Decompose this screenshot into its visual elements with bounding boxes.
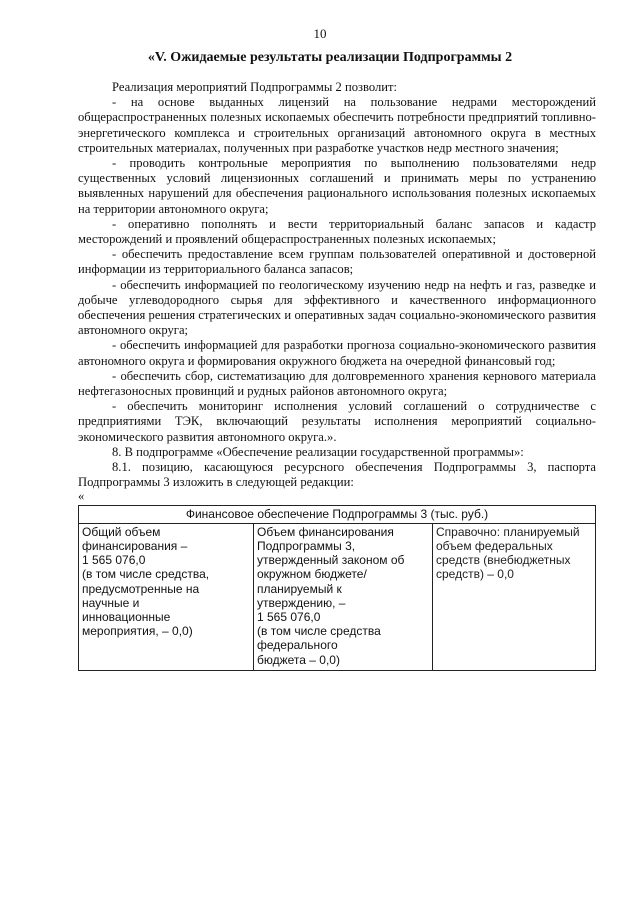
paragraph: - обеспечить мониторинг исполнения условий соглашений о сотрудничестве с предприятиями ТЭК, включающий результаты исполнения мероприятий социально-экономического развития автономного округа.». <box>78 399 596 444</box>
cell-line: средств (внебюджетных <box>436 553 571 568</box>
paragraph: 8.1. позицию, касающуюся ресурсного обеспечения Подпрограммы 3, паспорта Подпрограммы 3 изложить в следующей редакции: <box>78 460 596 490</box>
cell-line: 1 565 076,0 <box>82 553 146 568</box>
paragraph: - обеспечить информацией по геологическому изучению недр на нефть и газ, разведке и добыче углеводородного сырья для эффективного и качественного информационного обеспечения решения стратегических и оперативных задач социально-экономического развития автономного округа; <box>78 277 596 338</box>
cell-line: окружном бюджете/ <box>257 567 367 582</box>
cell-line: финансирования – <box>82 538 188 553</box>
page-number: 10 <box>313 26 327 41</box>
cell-line: федерального <box>257 638 338 653</box>
cell-line: объем федеральных <box>436 538 553 553</box>
paragraph: - на основе выданных лицензий на пользование недрами месторождений общераспространенных полезных ископаемых обеспечить потребности предприятий топливно-энергетического комплекса и строительных организаций автономного округа в местных строительных материалах, полученных при разработке участков недр местного значения; <box>78 95 596 155</box>
paragraph: - обеспечить информацией для разработки прогноза социально-экономического развития автономного округа и формирования окружного бюджета на очередной финансовый год; <box>78 338 596 368</box>
cell-line: Общий объем <box>82 524 161 539</box>
table-row <box>79 523 596 670</box>
cell-line: Объем финансирования <box>257 524 394 539</box>
table-cell-approved-funding <box>254 523 433 670</box>
paragraph: - оперативно пополнять и вести территориальный баланс запасов и кадастр месторождений и проявлений общераспространенных полезных ископаемых; <box>78 216 596 247</box>
paragraph: - обеспечить предоставление всем группам пользователей оперативной и достоверной информации из территориального баланса запасов; <box>78 247 596 277</box>
paragraph: 8. В подпрограмме «Обеспечение реализации государственной программы»: <box>112 444 524 459</box>
paragraph: Реализация мероприятий Подпрограммы 2 позволит: <box>112 80 397 94</box>
cell-line: бюджета – 0,0) <box>257 652 340 667</box>
cell-line: 1 565 076,0 <box>257 609 321 624</box>
cell-line: средств) – 0,0 <box>436 567 514 582</box>
paragraph: - проводить контрольные мероприятия по выполнению пользователями недр существенных условий лицензионных соглашений и принимать меры по устранению выявленных нарушений для обеспечения рационального использования полезных ископаемых на территории автономного округа; <box>78 156 596 216</box>
cell-line: (в том числе средства, <box>82 567 210 582</box>
paragraph: - обеспечить сбор, систематизацию для долговременного хранения кернового материала нефтегазоносных провинций и рудных районов автономного округа; <box>78 368 596 399</box>
cell-line: инновационные <box>82 609 171 624</box>
cell-line: предусмотренные на <box>82 581 200 596</box>
cell-line: мероприятия, – 0,0) <box>82 624 193 639</box>
cell-line: Справочно: планируемый <box>436 524 580 539</box>
section-title: «V. Ожидаемые результаты реализации Подпрограммы 2 <box>147 50 513 65</box>
financing-table <box>78 505 596 670</box>
cell-line: Подпрограммы 3, <box>257 538 356 553</box>
table-header: Финансовое обеспечение Подпрограммы 3 (тыс. руб.) <box>79 506 596 523</box>
opening-quote: « <box>78 489 85 504</box>
cell-line: утвержденный законом об <box>257 553 405 568</box>
cell-line: научные и <box>82 595 140 610</box>
cell-line: утверждению, – <box>257 595 346 610</box>
cell-line: (в том числе средства <box>257 624 381 639</box>
table-cell-total-funding <box>79 523 254 670</box>
table-cell-federal-funding <box>433 523 596 670</box>
cell-line: планируемый к <box>257 581 342 596</box>
body-text <box>78 80 596 671</box>
